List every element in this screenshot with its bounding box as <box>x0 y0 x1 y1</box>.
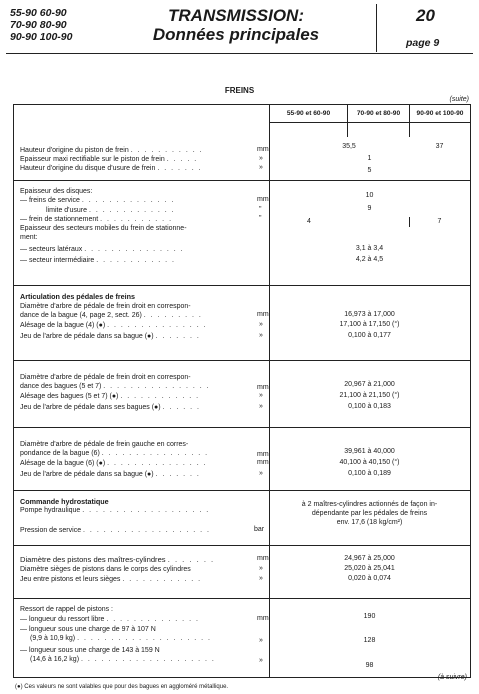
table-row: Pompe hydraulique . . . . . . . . . . . . . . . . . . . <box>20 507 210 514</box>
unit-label: » <box>259 164 263 171</box>
table-row: Alésage de la bague (6) (●) . . . . . . . . . . . . . . . <box>20 460 208 467</box>
value-cell: 20,967 à 21,000 <box>344 381 395 388</box>
unit-label: » <box>259 155 263 162</box>
table-row: Diamètre d'arbre de pédale de frein gauche en corres- <box>20 441 189 448</box>
table-row: Jeu de l'arbre de pédale dans sa bague (●) . . . . . . . <box>20 333 201 340</box>
table-row: — secteur intermédiaire . . . . . . . . . . . . <box>20 257 176 264</box>
table-row: — freins de service . . . . . . . . . . . . . . <box>20 197 175 204</box>
table-row: Alésage des bagues (5 et 7) (●) . . . . . . . . . . . . <box>20 393 200 400</box>
footnote: (●) Ces valeurs ne sont valables que pour des bagues en aggloméré métallique. <box>15 684 229 690</box>
page-title <box>121 6 351 44</box>
value-cell: 98 <box>365 662 374 669</box>
model-line: 70-90 80-90 <box>10 19 67 31</box>
value-cell: 190 <box>363 613 376 620</box>
table-row: ment: <box>20 234 38 241</box>
value-cell: 24,967 à 25,000 <box>344 555 395 562</box>
table-row: (14,6 à 16,2 kg) . . . . . . . . . . . . . . . . . . . . <box>30 656 216 663</box>
block-master-cylinders <box>14 545 470 594</box>
block-piston-heights <box>14 123 470 175</box>
table-row: Hauteur d'origine du disque d'usure de frein . . . . . . . <box>20 165 203 172</box>
unit-label: mm <box>257 459 269 466</box>
block-heading: Articulation des pédales de freins <box>20 292 136 301</box>
table-row: Jeu de l'arbre de pédale dans sa bague (●) . . . . . . . <box>20 471 201 478</box>
unit-label: » <box>259 637 263 644</box>
spec-table <box>13 104 471 678</box>
table-row: — secteurs latéraux . . . . . . . . . . . . . . . <box>20 246 185 253</box>
table-row: Hauteur d'origine du piston de frein . . . . . . . . . . . <box>20 147 204 154</box>
unit-label: mm <box>257 555 269 562</box>
table-row: Diamètre d'arbre de pédale de frein droit en correspon- <box>20 303 191 310</box>
value-cell: 7 <box>437 218 442 225</box>
table-row: Jeu de l'arbre de pédale dans ses bagues (●) . . . . . . <box>20 404 201 411</box>
value-cell: 17,100 à 17,150 (°) <box>339 321 400 328</box>
table-row: Pression de service . . . . . . . . . . . . . . . . . . . <box>20 527 211 534</box>
table-row: Ressort de rappel de pistons : <box>20 606 113 613</box>
value-cell: à 2 maîtres-cylindres actionnés de façon in- <box>301 501 438 508</box>
table-row: Alésage de la bague (4) (●) . . . . . . . . . . . . . . . <box>20 322 208 329</box>
page-label: page 9 <box>406 37 440 49</box>
column-header: 70-90 et 80-90 <box>347 105 409 123</box>
table-row: — longueur sous une charge de 143 à 159 N <box>20 647 160 654</box>
model-list <box>10 7 72 43</box>
value-cell: 21,100 à 21,150 (°) <box>339 392 400 399</box>
unit-label: " <box>259 215 262 222</box>
block-hydrostatic-control <box>14 490 470 541</box>
value-cell: 5 <box>367 167 372 174</box>
unit-label: mm <box>257 311 269 318</box>
unit-label: » <box>259 657 263 664</box>
column-header: 90-90 et 100-90 <box>409 105 470 123</box>
value-cell: 16,973 à 17,000 <box>344 311 395 318</box>
block-disc-thickness <box>14 180 470 281</box>
unit-label: bar <box>254 526 265 533</box>
title-line: Données principales <box>152 25 320 44</box>
table-row: — frein de stationnement . . . . . . . . . . . <box>20 216 173 223</box>
table-row: Diamètre sièges de pistons dans le corps des cylindres <box>20 566 191 573</box>
table-row: — longueur du ressort libre . . . . . . . . . . . . . . <box>20 616 200 623</box>
value-cell: 3,1 à 3,4 <box>355 245 384 252</box>
table-row: pondance de la bague (6) . . . . . . . . . . . . . . . . <box>20 450 209 457</box>
value-cell: 1 <box>367 155 372 162</box>
unit-label: " <box>259 206 262 213</box>
table-row: Diamètre d'arbre de pédale de frein droit en correspon- <box>20 374 191 381</box>
title-line: TRANSMISSION: <box>168 6 304 25</box>
value-cell: 128 <box>363 637 376 644</box>
section-title: FREINS <box>224 86 255 95</box>
value-cell: 0,100 à 0,183 <box>348 403 391 410</box>
unit-label: » <box>259 575 263 582</box>
value-cell: 37 <box>435 143 444 150</box>
value-cell: 0,100 à 0,177 <box>348 332 391 339</box>
table-row: (9,9 à 10,9 kg) . . . . . . . . . . . . . . . . . . . . <box>30 635 212 642</box>
value-cell: 9 <box>367 205 372 212</box>
unit-label: mm <box>257 615 269 622</box>
block-heading: Commande hydrostatique <box>20 497 109 506</box>
table-row: dance de la bague (4, page 2, sect. 26) . . . . . . . . . <box>20 312 203 319</box>
value-cell: 0,020 à 0,074 <box>348 575 391 582</box>
value-cell: dépendante par les pédales de freins <box>311 510 428 517</box>
unit-label: » <box>259 392 263 399</box>
value-cell: 4,2 à 4,5 <box>355 256 384 263</box>
section-number: 20 <box>416 6 435 25</box>
block-right-pedal-bushings <box>14 360 470 423</box>
table-row: limite d'usure . . . . . . . . . . . . . <box>46 207 176 214</box>
value-cell: 4 <box>307 218 311 225</box>
value-cell: 25,020 à 25,041 <box>344 565 395 572</box>
table-row: dance des bagues (5 et 7) . . . . . . . . . . . . . . . . <box>20 383 211 390</box>
column-separator <box>409 123 410 137</box>
unit-label: » <box>259 565 263 572</box>
block-pedal-articulation <box>14 285 470 356</box>
table-row: Epaisseur maxi rectifiable sur le piston de frein . . . . . <box>20 156 198 163</box>
continued-note: (à suivre) <box>437 674 467 681</box>
model-line: 90-90 100-90 <box>10 31 73 43</box>
value-cell: 40,100 à 40,150 (°) <box>339 459 400 466</box>
header-rule <box>6 53 473 54</box>
value-cell: 39,961 à 40,000 <box>344 448 395 455</box>
unit-label: » <box>259 332 263 339</box>
unit-label: » <box>259 321 263 328</box>
block-piston-return-spring <box>14 598 470 678</box>
page-header <box>6 4 473 52</box>
table-row: Diamètre des pistons des maîtres-cylindres . . . . . . . <box>20 555 215 564</box>
value-cell: 0,100 à 0,189 <box>348 470 391 477</box>
table-row: — longueur sous une charge de 97 à 107 N <box>20 626 156 633</box>
table-row: Epaisseur des disques: <box>20 188 93 195</box>
header-divider <box>376 4 377 52</box>
unit-label: mm <box>257 196 269 203</box>
unit-label: mm <box>257 146 269 153</box>
suite-note: (suite) <box>449 96 469 103</box>
value-cell: env. 17,6 (18 kg/cm²) <box>336 519 403 526</box>
unit-label: » <box>259 403 263 410</box>
value-cell: 10 <box>365 192 374 199</box>
unit-label: » <box>259 470 263 477</box>
value-cell: 35,5 <box>342 143 356 150</box>
column-header: 55-90 et 60-90 <box>269 105 347 123</box>
unit-label: mm <box>257 451 269 458</box>
block-left-pedal-bushing <box>14 427 470 486</box>
table-row: Epaisseur des secteurs mobiles du frein de stationne- <box>20 225 187 232</box>
column-separator <box>347 123 348 137</box>
model-line: 55-90 60-90 <box>10 7 67 19</box>
table-row: Jeu entre pistons et leurs sièges . . . . . . . . . . . . <box>20 576 202 583</box>
unit-label: mm <box>257 384 269 391</box>
